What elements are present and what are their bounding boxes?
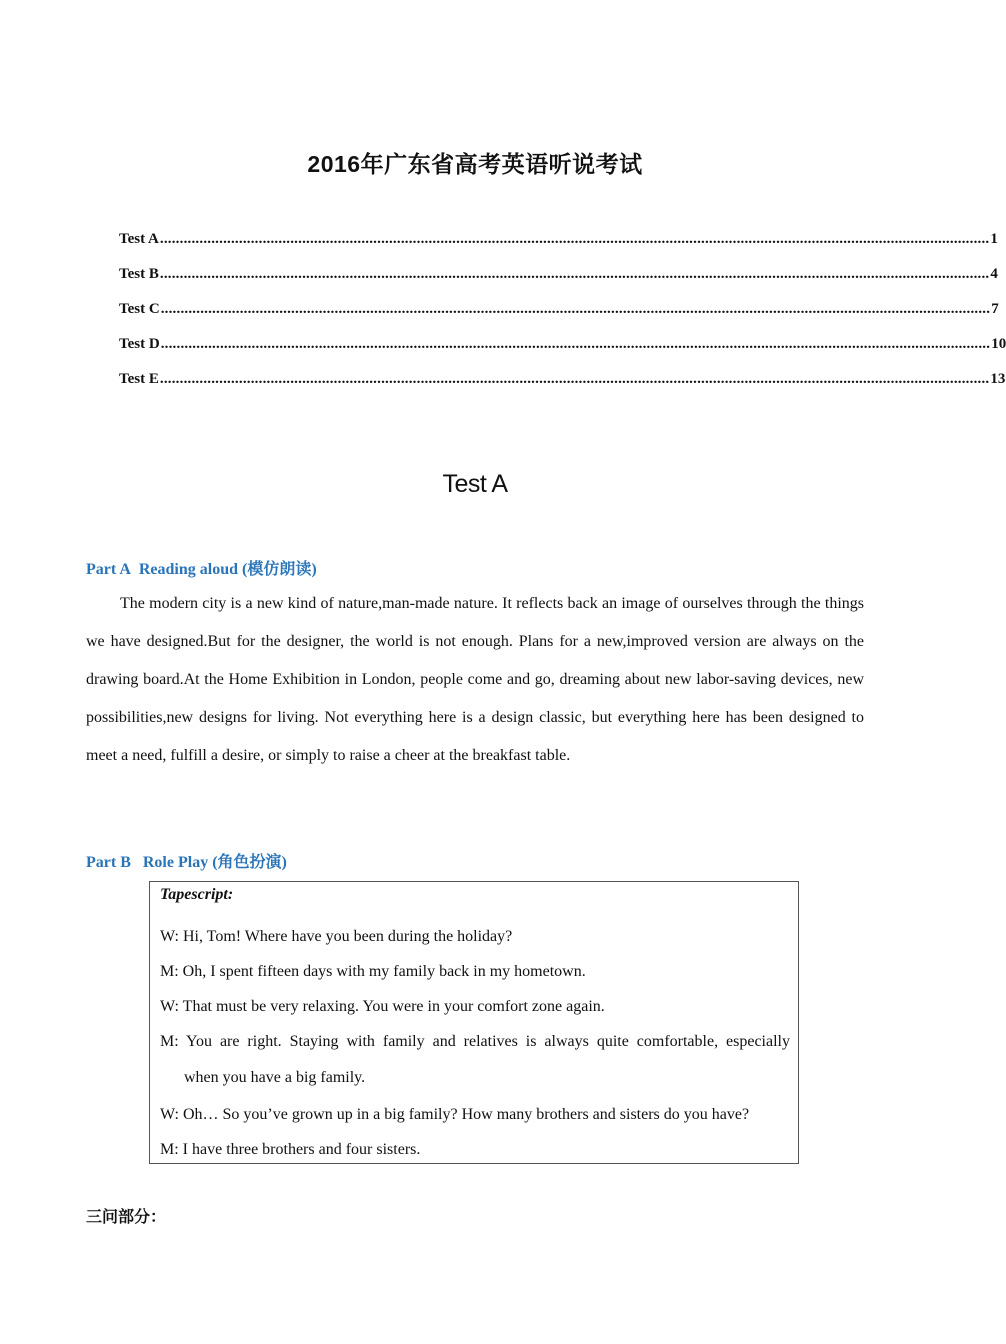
toc-entry-test-c[interactable] — [119, 301, 999, 336]
toc-entry-test-e[interactable] — [119, 371, 1006, 406]
toc-entry-page: 1 — [990, 231, 998, 247]
toc-entry-label: Test B — [119, 266, 159, 282]
toc-dot-leader: .................................................................................................................................................................................................................. — [159, 371, 990, 387]
toc-entry-label: Test E — [119, 371, 159, 387]
dialogue-line: W: That must be very relaxing. You were in your comfort zone again. — [160, 998, 605, 1015]
toc-entry-page: 10 — [991, 336, 1006, 352]
dialogue-line: W: Oh… So you’ve grown up in a big family? How many brothers and sisters do you have? — [160, 1106, 750, 1123]
document-title: 2016年广东省高考英语听说考试 — [307, 151, 643, 177]
part-a-prefix: Part A — [86, 561, 131, 578]
section-title: Test A — [442, 470, 508, 498]
tapescript-box — [149, 881, 799, 1164]
toc-entry-page: 7 — [991, 301, 999, 317]
toc-dot-leader: .................................................................................................................................................................................................................. — [160, 336, 991, 352]
dialogue-line — [160, 1024, 790, 1097]
part-a-title: Reading aloud (模仿朗读) — [138, 561, 317, 578]
toc-dot-leader: .................................................................................................................................................................................................................. — [160, 301, 991, 317]
three-questions-heading: 三问部分： — [86, 1207, 167, 1226]
toc-entry-label: Test C — [119, 301, 160, 317]
tapescript-label: Tapescript: — [160, 886, 234, 903]
toc-entry-test-d[interactable] — [119, 336, 1006, 371]
dialogue-line: M: I have three brothers and four sisters. — [160, 1141, 421, 1158]
toc-entry-test-b[interactable] — [119, 266, 998, 301]
reading-passage: The modern city is a new kind of nature,man-made nature. It reflects back an image of ourselves through the things we have designed.But for the designer, the world is not enough. Plans for a new,improved version are always on the drawing board.At the Home Exhibition in London, people come and go, dreaming about new labor-saving devices, new possibilities,new designs for living. Not everything here is a design classic, but everything here has been designed to meet a need, fulfill a desire, or simply to raise a cheer at the breakfast table. — [86, 595, 864, 764]
part-b-title: Role Play (角色扮演) — [142, 854, 287, 871]
toc-entry-label: Test D — [119, 336, 160, 352]
dialogue — [160, 919, 790, 1167]
dialogue-line-continuation: when you have a big family. — [184, 1069, 366, 1086]
toc-entry-page: 4 — [990, 266, 998, 282]
toc-dot-leader: .................................................................................................................................................................................................................. — [159, 266, 990, 282]
dialogue-line: W: Hi, Tom! Where have you been during the holiday? — [160, 928, 513, 945]
toc-entry-page: 13 — [990, 371, 1006, 387]
part-b-heading — [86, 849, 287, 872]
table-of-contents — [119, 231, 1006, 406]
toc-entry-label: Test A — [119, 231, 159, 247]
part-b-prefix: Part B — [86, 854, 131, 871]
toc-dot-leader: .................................................................................................................................................................................................................. — [159, 231, 990, 247]
toc-entry-test-a[interactable] — [119, 231, 998, 266]
dialogue-line-part: M: You are right. Staying with family and relatives is always quite comfortable, especially — [160, 1033, 790, 1050]
dialogue-line: M: Oh, I spent fifteen days with my family back in my hometown. — [160, 963, 586, 980]
part-a-heading — [86, 556, 317, 579]
